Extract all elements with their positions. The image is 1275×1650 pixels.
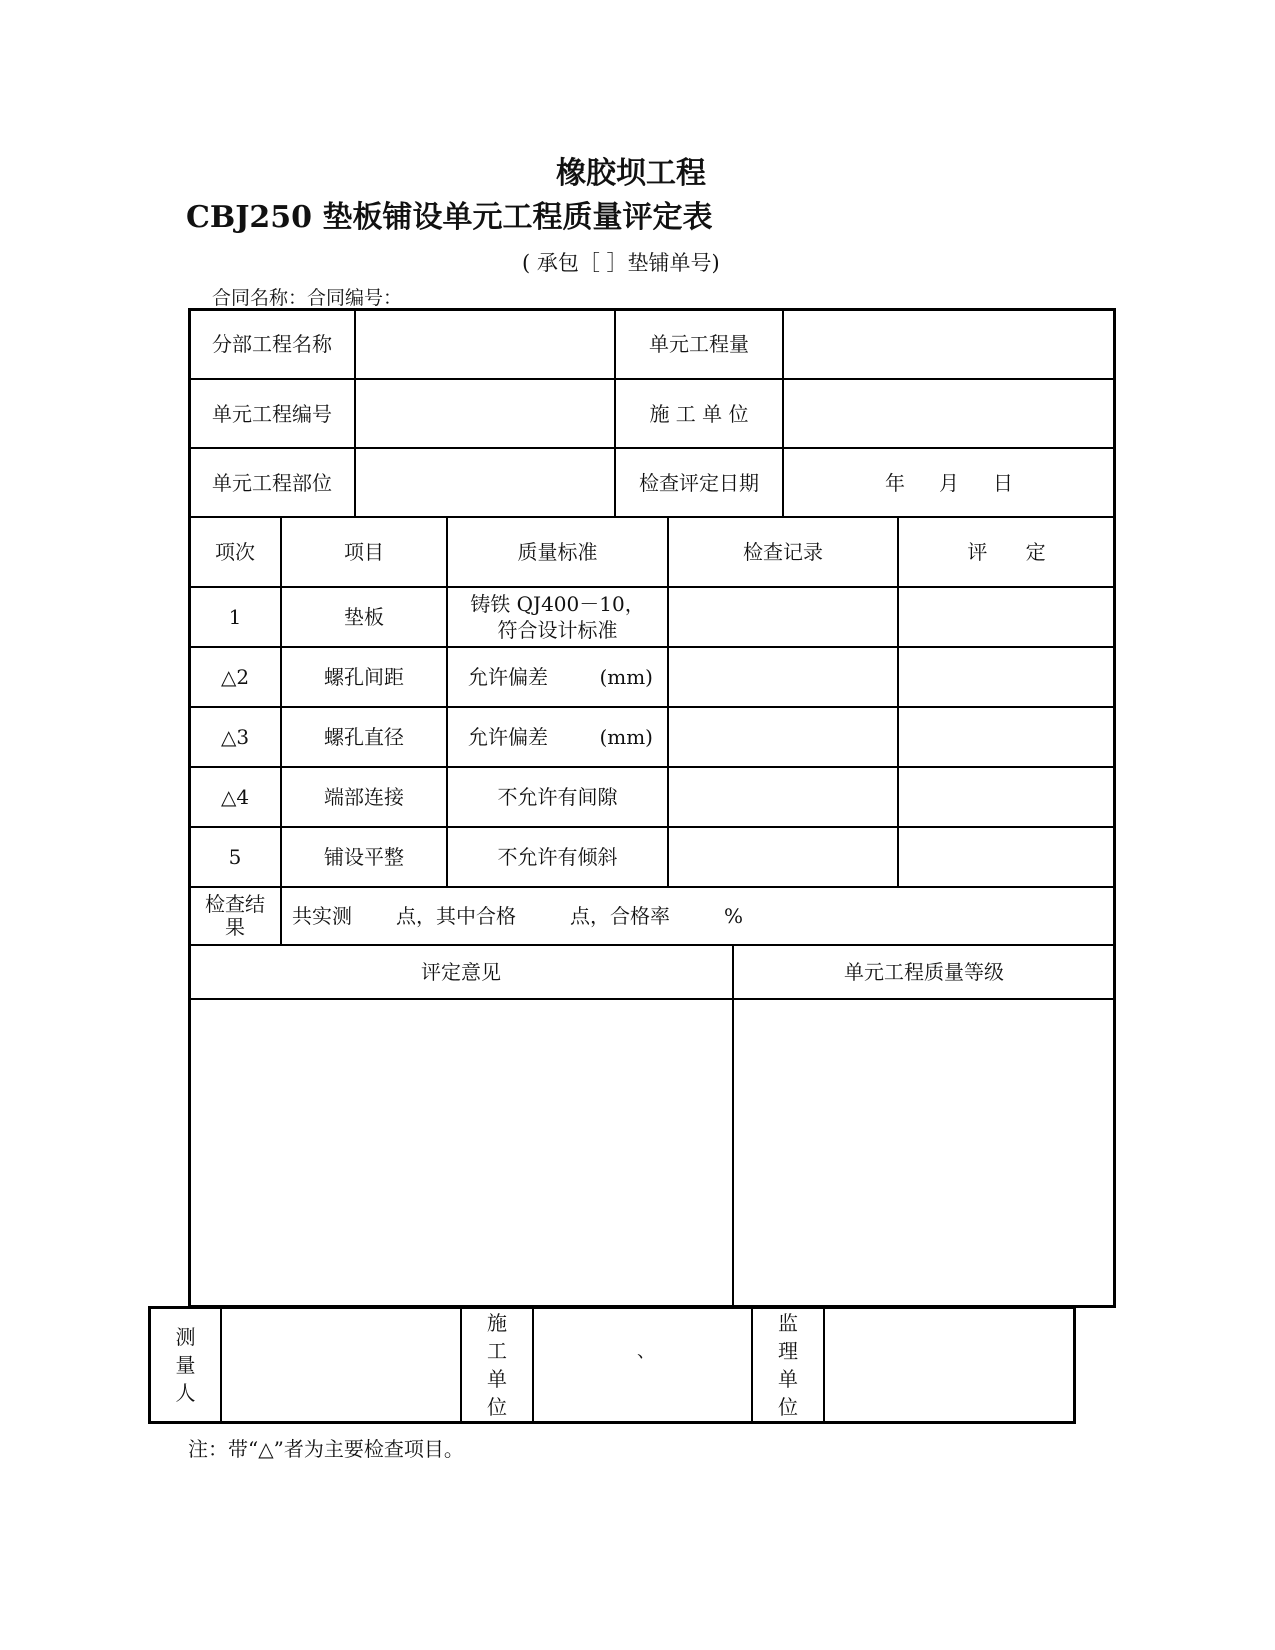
row-standard-unit: (mm) — [599, 725, 653, 749]
unit-number-label: 单元工程编号 — [212, 401, 332, 426]
surveyor-char: 人 — [175, 1381, 196, 1405]
row-standard-line2: 符合设计标准 — [497, 618, 618, 642]
construction-char: 单 — [487, 1367, 507, 1391]
header-record: 检查记录 — [743, 540, 823, 564]
opinion-label: 评定意见 — [421, 960, 501, 984]
surveyor-char: 测 — [175, 1325, 196, 1349]
header-standard: 质量标准 — [517, 540, 598, 564]
row-standard-text: 允许偏差 — [468, 665, 548, 689]
quality-grade-label: 单元工程质量等级 — [844, 960, 1004, 984]
supervision-char: 理 — [778, 1339, 798, 1363]
result-part2: 点，其中合格 — [396, 904, 516, 928]
unit-location-label: 单元工程部位 — [212, 470, 332, 495]
row-item: 垫板 — [344, 605, 384, 629]
row-standard-unit: (mm) — [599, 665, 653, 689]
page-title-line2: CBJ250 垫板铺设单元工程质量评定表 — [186, 200, 713, 235]
supervision-char: 单 — [778, 1367, 798, 1391]
construction-char: 施 — [487, 1311, 507, 1335]
result-part3: 点，合格率 — [570, 904, 670, 928]
result-label-line2: 果 — [225, 915, 245, 939]
result-label — [190, 888, 280, 944]
surveyor-label — [151, 1309, 220, 1421]
result-label-line1: 检查结 — [205, 892, 265, 916]
row-standard-line1: 铸铁 QJ400－10， — [470, 592, 645, 616]
construction-unit-label: 施 工 单 位 — [649, 401, 749, 426]
result-part4: % — [724, 904, 744, 928]
row-item: 端部连接 — [324, 785, 404, 809]
row-standard — [448, 708, 667, 766]
row-index: △4 — [220, 785, 250, 809]
header-index: 项次 — [215, 540, 255, 564]
construction-char: 工 — [487, 1339, 507, 1363]
page-title-line1: 橡胶坝工程 — [556, 156, 706, 191]
surveyor-signature-field[interactable] — [222, 1309, 460, 1421]
row-item: 螺孔直径 — [324, 725, 404, 749]
part-name-value — [356, 310, 614, 378]
supervision-char: 位 — [778, 1395, 798, 1419]
construction-mark: 、 — [637, 1341, 655, 1362]
part-name-label: 分部工程名称 — [212, 332, 332, 356]
unit-quantity-value — [784, 310, 1114, 378]
header-assessment: 评 定 — [967, 540, 1046, 564]
row-item: 铺设平整 — [324, 845, 404, 869]
quality-grade-area[interactable] — [734, 1000, 1114, 1306]
unit-quantity-label: 单元工程量 — [649, 332, 749, 356]
construction-char: 位 — [487, 1395, 507, 1419]
surveyor-char: 量 — [175, 1353, 196, 1377]
row-standard — [448, 648, 667, 706]
row-standard — [448, 588, 667, 646]
construction-unit-sign-label — [462, 1309, 532, 1421]
row-index: △2 — [220, 665, 250, 689]
inspection-date-value — [784, 449, 1114, 516]
footnote: 注：带“△”者为主要检查项目。 — [188, 1437, 464, 1461]
inspection-date-label: 检查评定日期 — [639, 470, 759, 495]
supervision-char: 监 — [778, 1311, 798, 1335]
row-standard: 不允许有间隙 — [497, 785, 618, 809]
row-index: △3 — [220, 725, 250, 749]
supervision-unit-sign-label — [753, 1309, 823, 1421]
result-text — [292, 888, 992, 944]
row-index: 5 — [228, 845, 242, 869]
row-item: 螺孔间距 — [324, 665, 404, 689]
contract-line: 合同名称：合同编号： — [212, 287, 403, 309]
construction-unit-signature-field[interactable] — [534, 1309, 751, 1421]
date-year: 年 — [885, 470, 905, 495]
date-day: 日 — [993, 470, 1013, 495]
row-standard-text: 允许偏差 — [468, 725, 548, 749]
page-subtitle: ( 承包［ ］垫铺单号) — [522, 251, 720, 275]
opinion-area[interactable] — [190, 1000, 732, 1306]
row-standard: 不允许有倾斜 — [497, 845, 618, 869]
row-index: 1 — [228, 605, 242, 629]
header-item: 项目 — [344, 540, 384, 564]
result-part1: 共实测 — [292, 904, 352, 928]
date-month: 月 — [939, 470, 959, 495]
supervision-unit-signature-field[interactable] — [825, 1309, 1073, 1421]
